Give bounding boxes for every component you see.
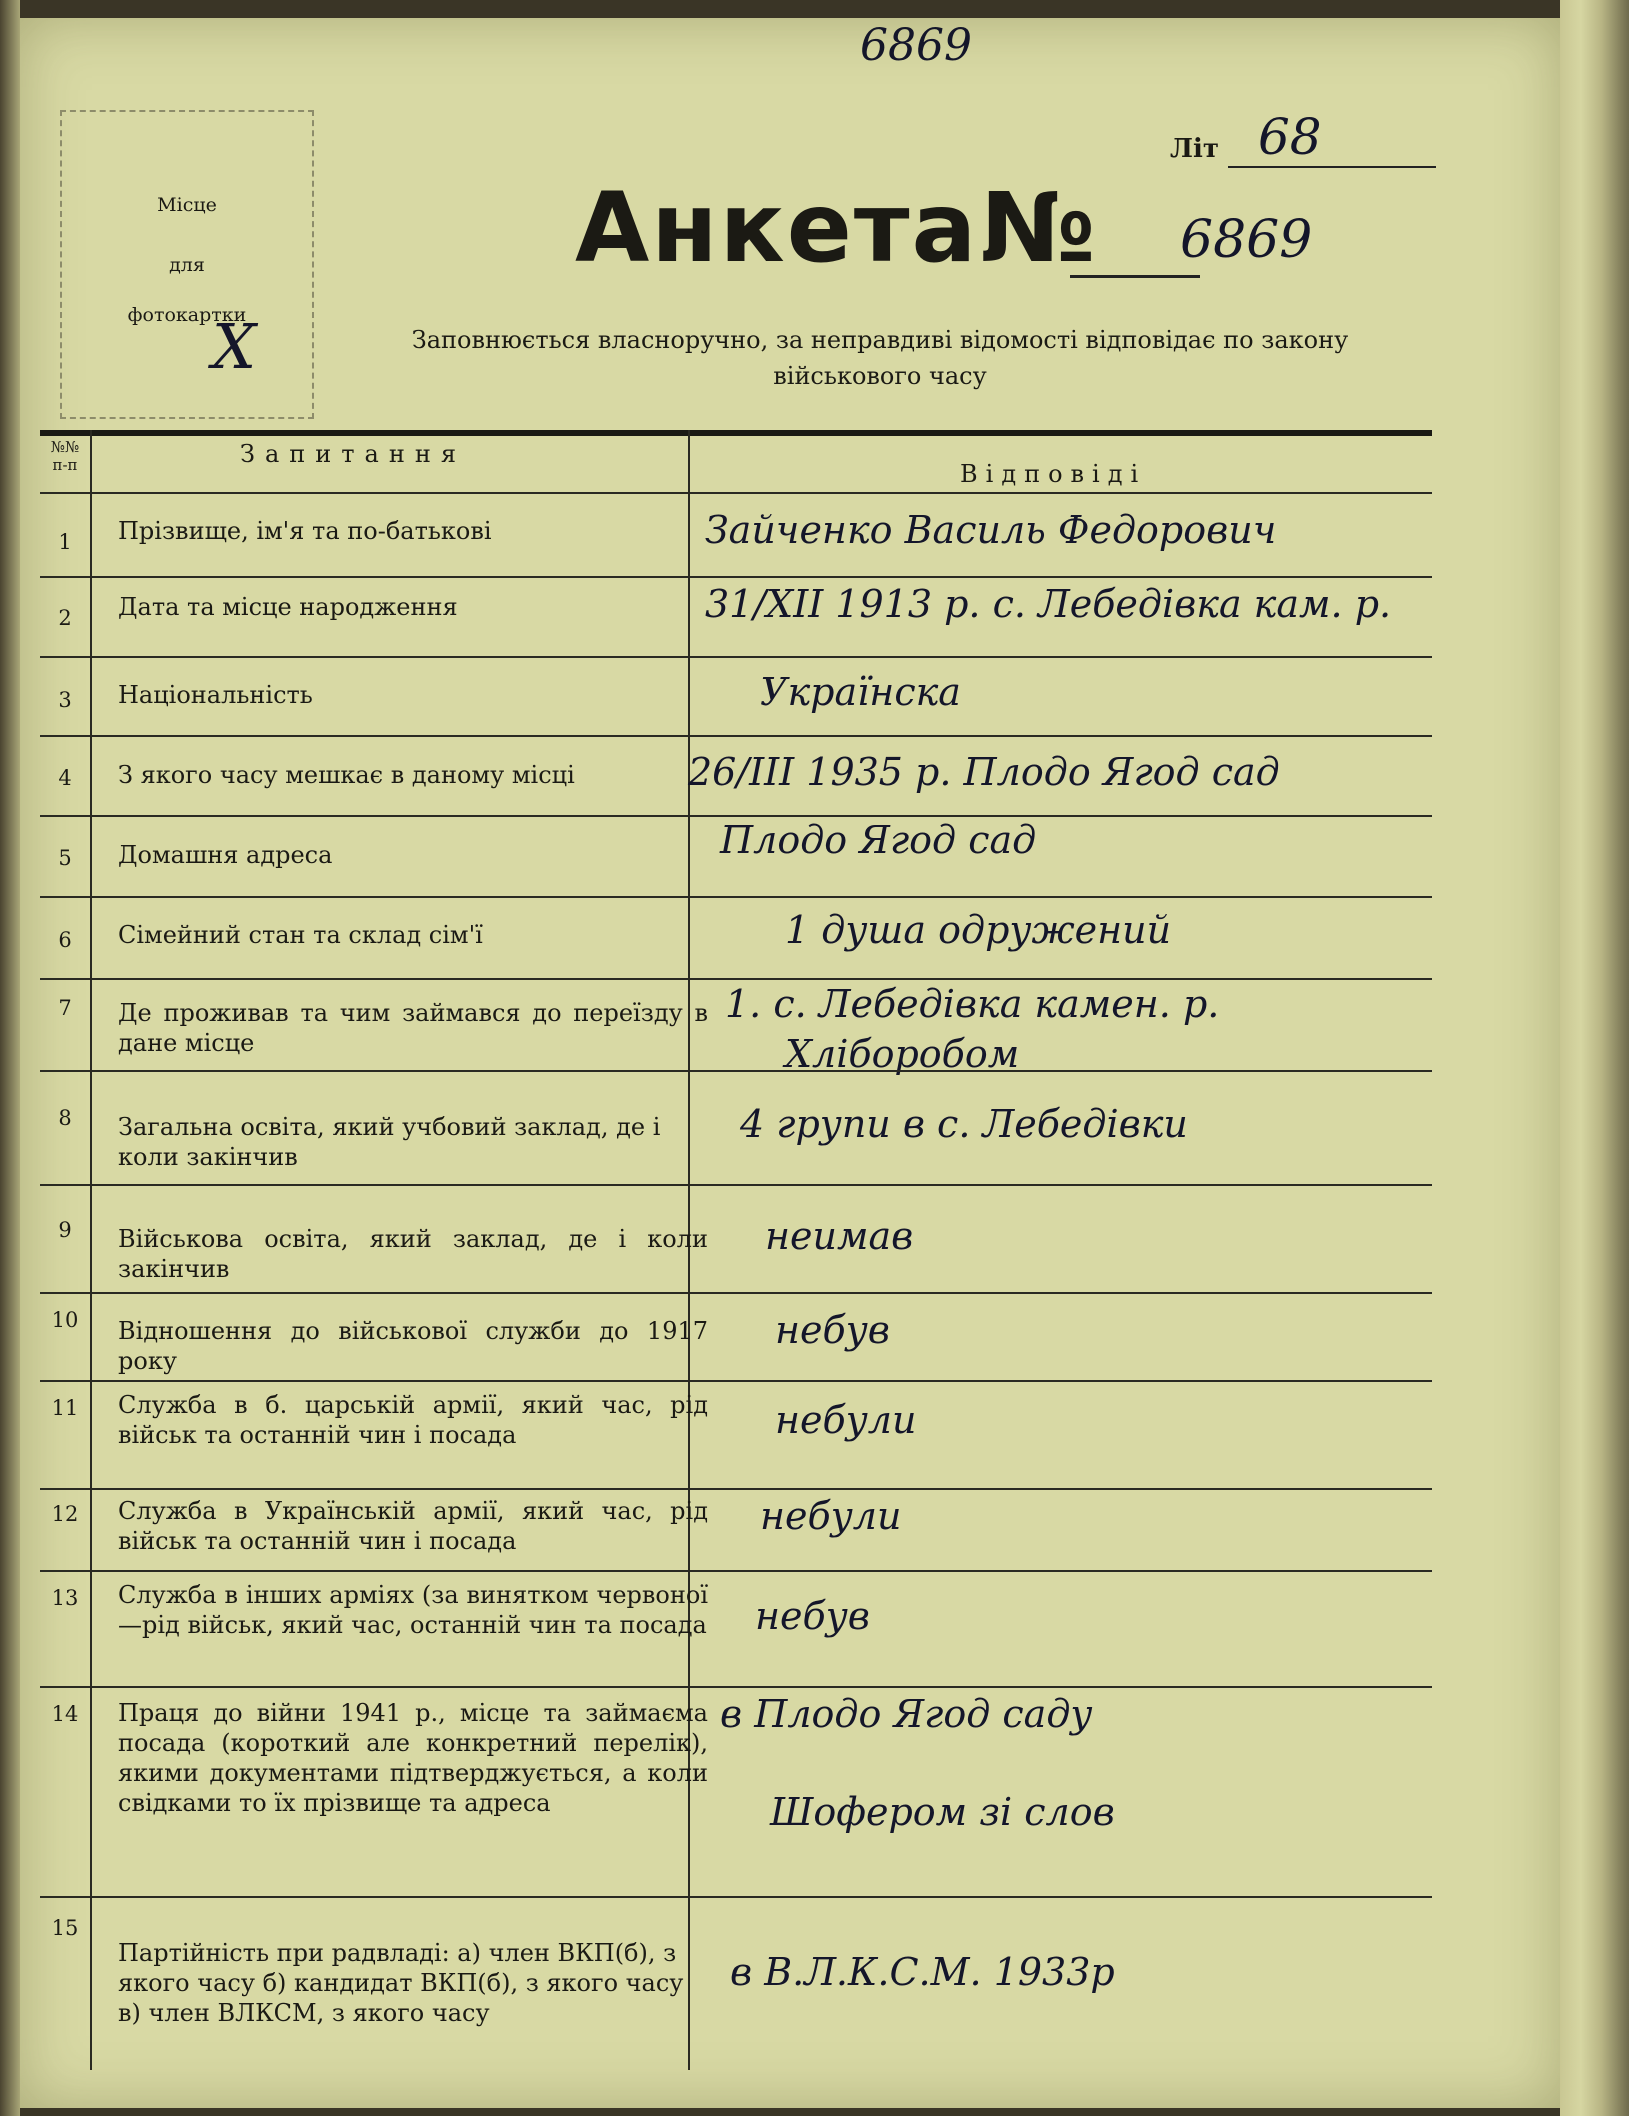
row-5-question: Домашня адреса xyxy=(118,841,333,869)
row-5-answer: Плодо Ягод сад xyxy=(720,818,1037,862)
row-6-question: Сімейний стан та склад сім'ї xyxy=(118,921,483,949)
row-11-border xyxy=(40,1488,1432,1490)
row-10-answer: небув xyxy=(775,1308,890,1352)
table-top-border xyxy=(40,430,1432,436)
row-1-border xyxy=(40,576,1432,578)
row-2-border xyxy=(40,656,1432,658)
row-4-question: З якого часу мешкає в даному місці xyxy=(118,761,575,789)
subtitle xyxy=(340,322,1420,394)
photo-label-2: для xyxy=(169,254,205,276)
row-11-num: 11 xyxy=(51,1396,79,1420)
binding-edge xyxy=(0,0,20,2116)
row-10-question: Відношення до військової служби до 1917 року xyxy=(118,1317,708,1375)
header-num: №№ п-п xyxy=(50,438,80,474)
row-14-question: Праця до війни 1941 р., місце та займаєма посада (короткий але конкретний перелік), якими документами підтверджується, а коли свідками то їх прізвище та адреса xyxy=(118,1699,708,1817)
row-7-answer-line-1: 1. с. Лебедівка камен. р. xyxy=(725,982,1220,1026)
row-12-num: 12 xyxy=(51,1502,79,1526)
row-5-num: 5 xyxy=(58,846,72,870)
row-10-border xyxy=(40,1380,1432,1382)
photo-label-3: фотокартки xyxy=(127,304,247,326)
row-9-num: 9 xyxy=(58,1218,72,1242)
lit-underline xyxy=(1228,166,1436,168)
row-4-num: 4 xyxy=(58,766,72,790)
archive-number: 6869 xyxy=(860,20,972,71)
row-8-question: Загальна освіта, який учбовий заклад, де і коли закінчив xyxy=(118,1113,661,1171)
photo-label-1: Місце xyxy=(157,194,217,216)
row-14-num: 14 xyxy=(51,1702,79,1726)
subtitle-line-2: військового часу xyxy=(773,362,987,390)
row-7-answer-line-2: Хліборобом xyxy=(785,1032,1020,1076)
row-4-border xyxy=(40,815,1432,817)
row-4-answer: 26/III 1935 р. Плодо Ягод сад xyxy=(688,750,1280,794)
page-title: Анкета xyxy=(575,172,979,284)
row-6-border xyxy=(40,978,1432,980)
row-1-num: 1 xyxy=(58,530,72,554)
row-14-answer-line-1: в Плодо Ягод саду xyxy=(720,1692,1093,1736)
row-7-question: Де проживав та чим займався до переїзду в дане місце xyxy=(118,999,708,1057)
number-sign: № xyxy=(980,172,1096,284)
row-2-answer: 31/XII 1913 р. с. Лебедівка кам. р. xyxy=(705,582,1392,626)
row-8-border xyxy=(40,1184,1432,1186)
row-3-border xyxy=(40,735,1432,737)
row-7-num: 7 xyxy=(58,996,72,1020)
row-14-answer-line-2: Шофером зі слов xyxy=(770,1790,1115,1834)
row-15-num: 15 xyxy=(51,1916,79,1940)
col-divider-num xyxy=(90,430,92,2070)
row-3-answer: Українска xyxy=(760,670,961,714)
number-underline xyxy=(1070,275,1200,278)
row-8-num: 8 xyxy=(58,1106,72,1130)
row-7-border xyxy=(40,1070,1432,1072)
row-9-border xyxy=(40,1292,1432,1294)
row-3-num: 3 xyxy=(58,688,72,712)
row-2-num: 2 xyxy=(58,606,72,630)
questionnaire-table xyxy=(40,430,1432,2070)
row-3-question: Національність xyxy=(118,681,313,709)
row-9-question: Військова освіта, який заклад, де і коли закінчив xyxy=(118,1225,708,1283)
row-11-question: Служба в б. царській армії, який час, рід військ та останній чин і посада xyxy=(118,1391,708,1449)
row-6-num: 6 xyxy=(58,928,72,952)
row-9-answer: неимав xyxy=(765,1214,914,1258)
row-13-answer: небув xyxy=(755,1594,870,1638)
row-6-answer: 1 душа одружений xyxy=(785,908,1172,952)
questionnaire-number: 6869 xyxy=(1180,210,1313,270)
row-13-border xyxy=(40,1686,1432,1688)
row-15-answer: в В.Л.К.С.М. 1933р xyxy=(730,1950,1115,1994)
page-stack-edge xyxy=(1560,0,1629,2116)
row-13-question: Служба в інших арміях (за винятком червоної—рід військ, який час, останній чин та посада xyxy=(118,1581,708,1639)
row-12-answer: небули xyxy=(760,1494,902,1538)
row-2-question: Дата та місце народження xyxy=(118,593,458,621)
row-1-answer: Зайченко Василь Федорович xyxy=(705,508,1277,552)
row-8-answer: 4 групи в с. Лебедівки xyxy=(740,1102,1188,1146)
header-question: Запитання xyxy=(240,440,466,468)
row-14-border xyxy=(40,1896,1432,1898)
lit-label: Літ xyxy=(1170,134,1219,164)
row-13-num: 13 xyxy=(51,1586,79,1610)
row-12-question: Служба в Українській армії, який час, рід військ та останній чин і посада xyxy=(118,1497,708,1555)
row-15-question: Партійність при радвладі: а) член ВКП(б), з якого часу б) кандидат ВКП(б), з якого часу в) член ВЛКСМ, з якого часу xyxy=(118,1939,684,2027)
row-12-border xyxy=(40,1570,1432,1572)
row-1-question: Прізвище, ім'я та по-батькові xyxy=(118,517,492,545)
lit-value: 68 xyxy=(1258,108,1322,166)
photo-mark: X xyxy=(212,310,257,383)
row-11-answer: небули xyxy=(775,1398,917,1442)
row-10-num: 10 xyxy=(51,1308,79,1332)
subtitle-line-1: Заповнюється власноручно, за неправдиві відомості відповідає по закону xyxy=(411,326,1349,354)
row-5-border xyxy=(40,896,1432,898)
header-bottom xyxy=(40,492,1432,494)
header-answer: Відповіді xyxy=(960,460,1147,488)
photo-placeholder xyxy=(60,110,314,419)
